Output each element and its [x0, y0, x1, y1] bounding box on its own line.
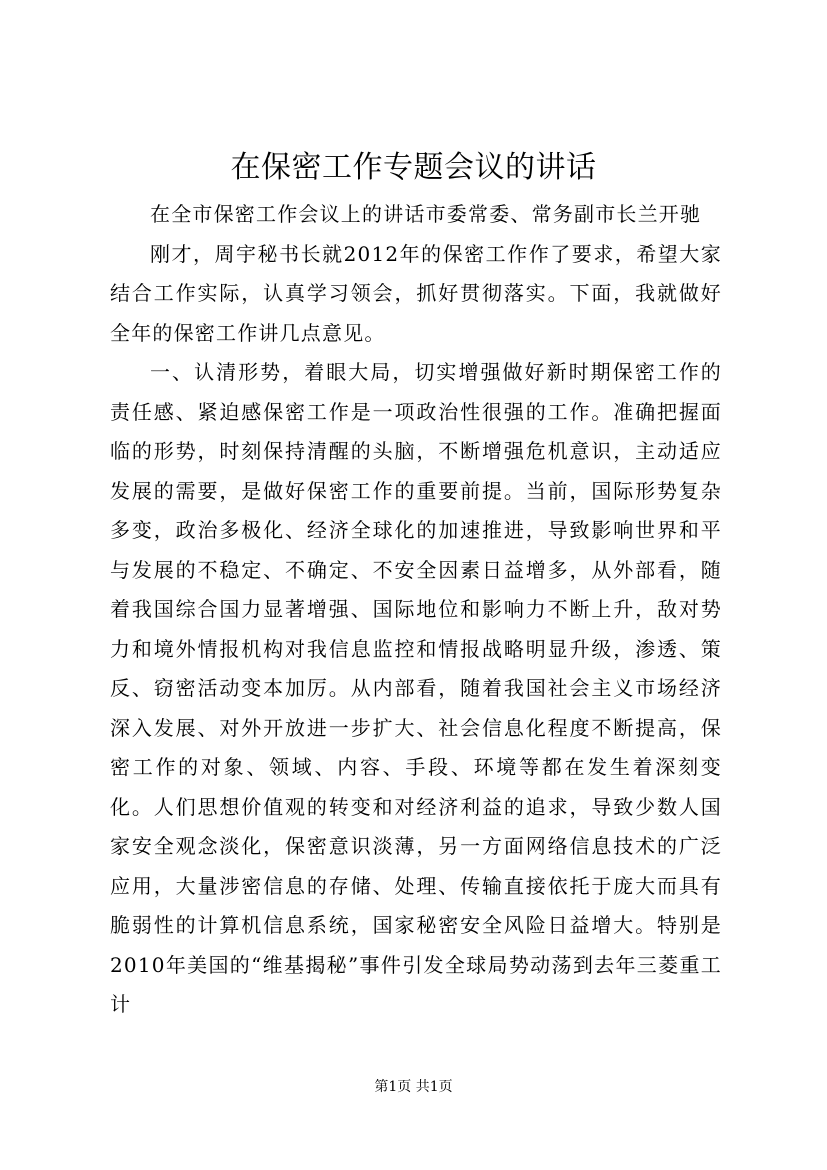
paragraph-speaker-line: 在全市保密工作会议上的讲话市委常委、常务副市长兰开驰 [150, 202, 702, 226]
document-title: 在保密工作专题会议的讲话 [230, 150, 597, 185]
document-body [110, 195, 722, 1025]
page-footer: 第1页 共1页 [374, 1079, 453, 1095]
paragraph-section-one: 一、认清形势，着眼大局，切实增强做好新时期保密工作的责任感、紧迫感保密工作是一项政治性很强的工作。准确把握面临的形势，时刻保持清醒的头脑，不断增强危机意识，主动适应发展的需要，是做好保密工作的重要前提。当前，国际形势复杂多变，政治多极化、经济全球化的加速推进，导致影响世界和平与发展的不稳定、不确定、不安全因素日益增多，从外部看，随着我国综合国力显著增强、国际地位和影响力不断上升，敌对势力和境外情报机构对我信息监控和情报战略明显升级，渗透、策反、窃密活动变本加厉。从内部看，随着我国社会主义市场经济深入发展、对外开放进一步扩大、社会信息化程度不断提高，保密工作的对象、领域、内容、手段、环境等都在发生着深刻变化。人们思想价值观的转变和对经济利益的追求，导致少数人国家安全观念淡化，保密意识淡薄，另一方面网络信息技术的广泛应用，大量涉密信息的存储、处理、传输直接依托于庞大而具有脆弱性的计算机信息系统，国家秘密安全风险日益增大。特别是2010年美国的“维基揭秘”事件引发全球局势动荡到去年三菱重工计 [110, 360, 722, 1016]
paragraph-introduction: 刚才，周宇秘书长就2012年的保密工作作了要求，希望大家结合工作实际，认真学习领会，抓好贯彻落实。下面，我就做好全年的保密工作讲几点意见。 [110, 241, 722, 345]
